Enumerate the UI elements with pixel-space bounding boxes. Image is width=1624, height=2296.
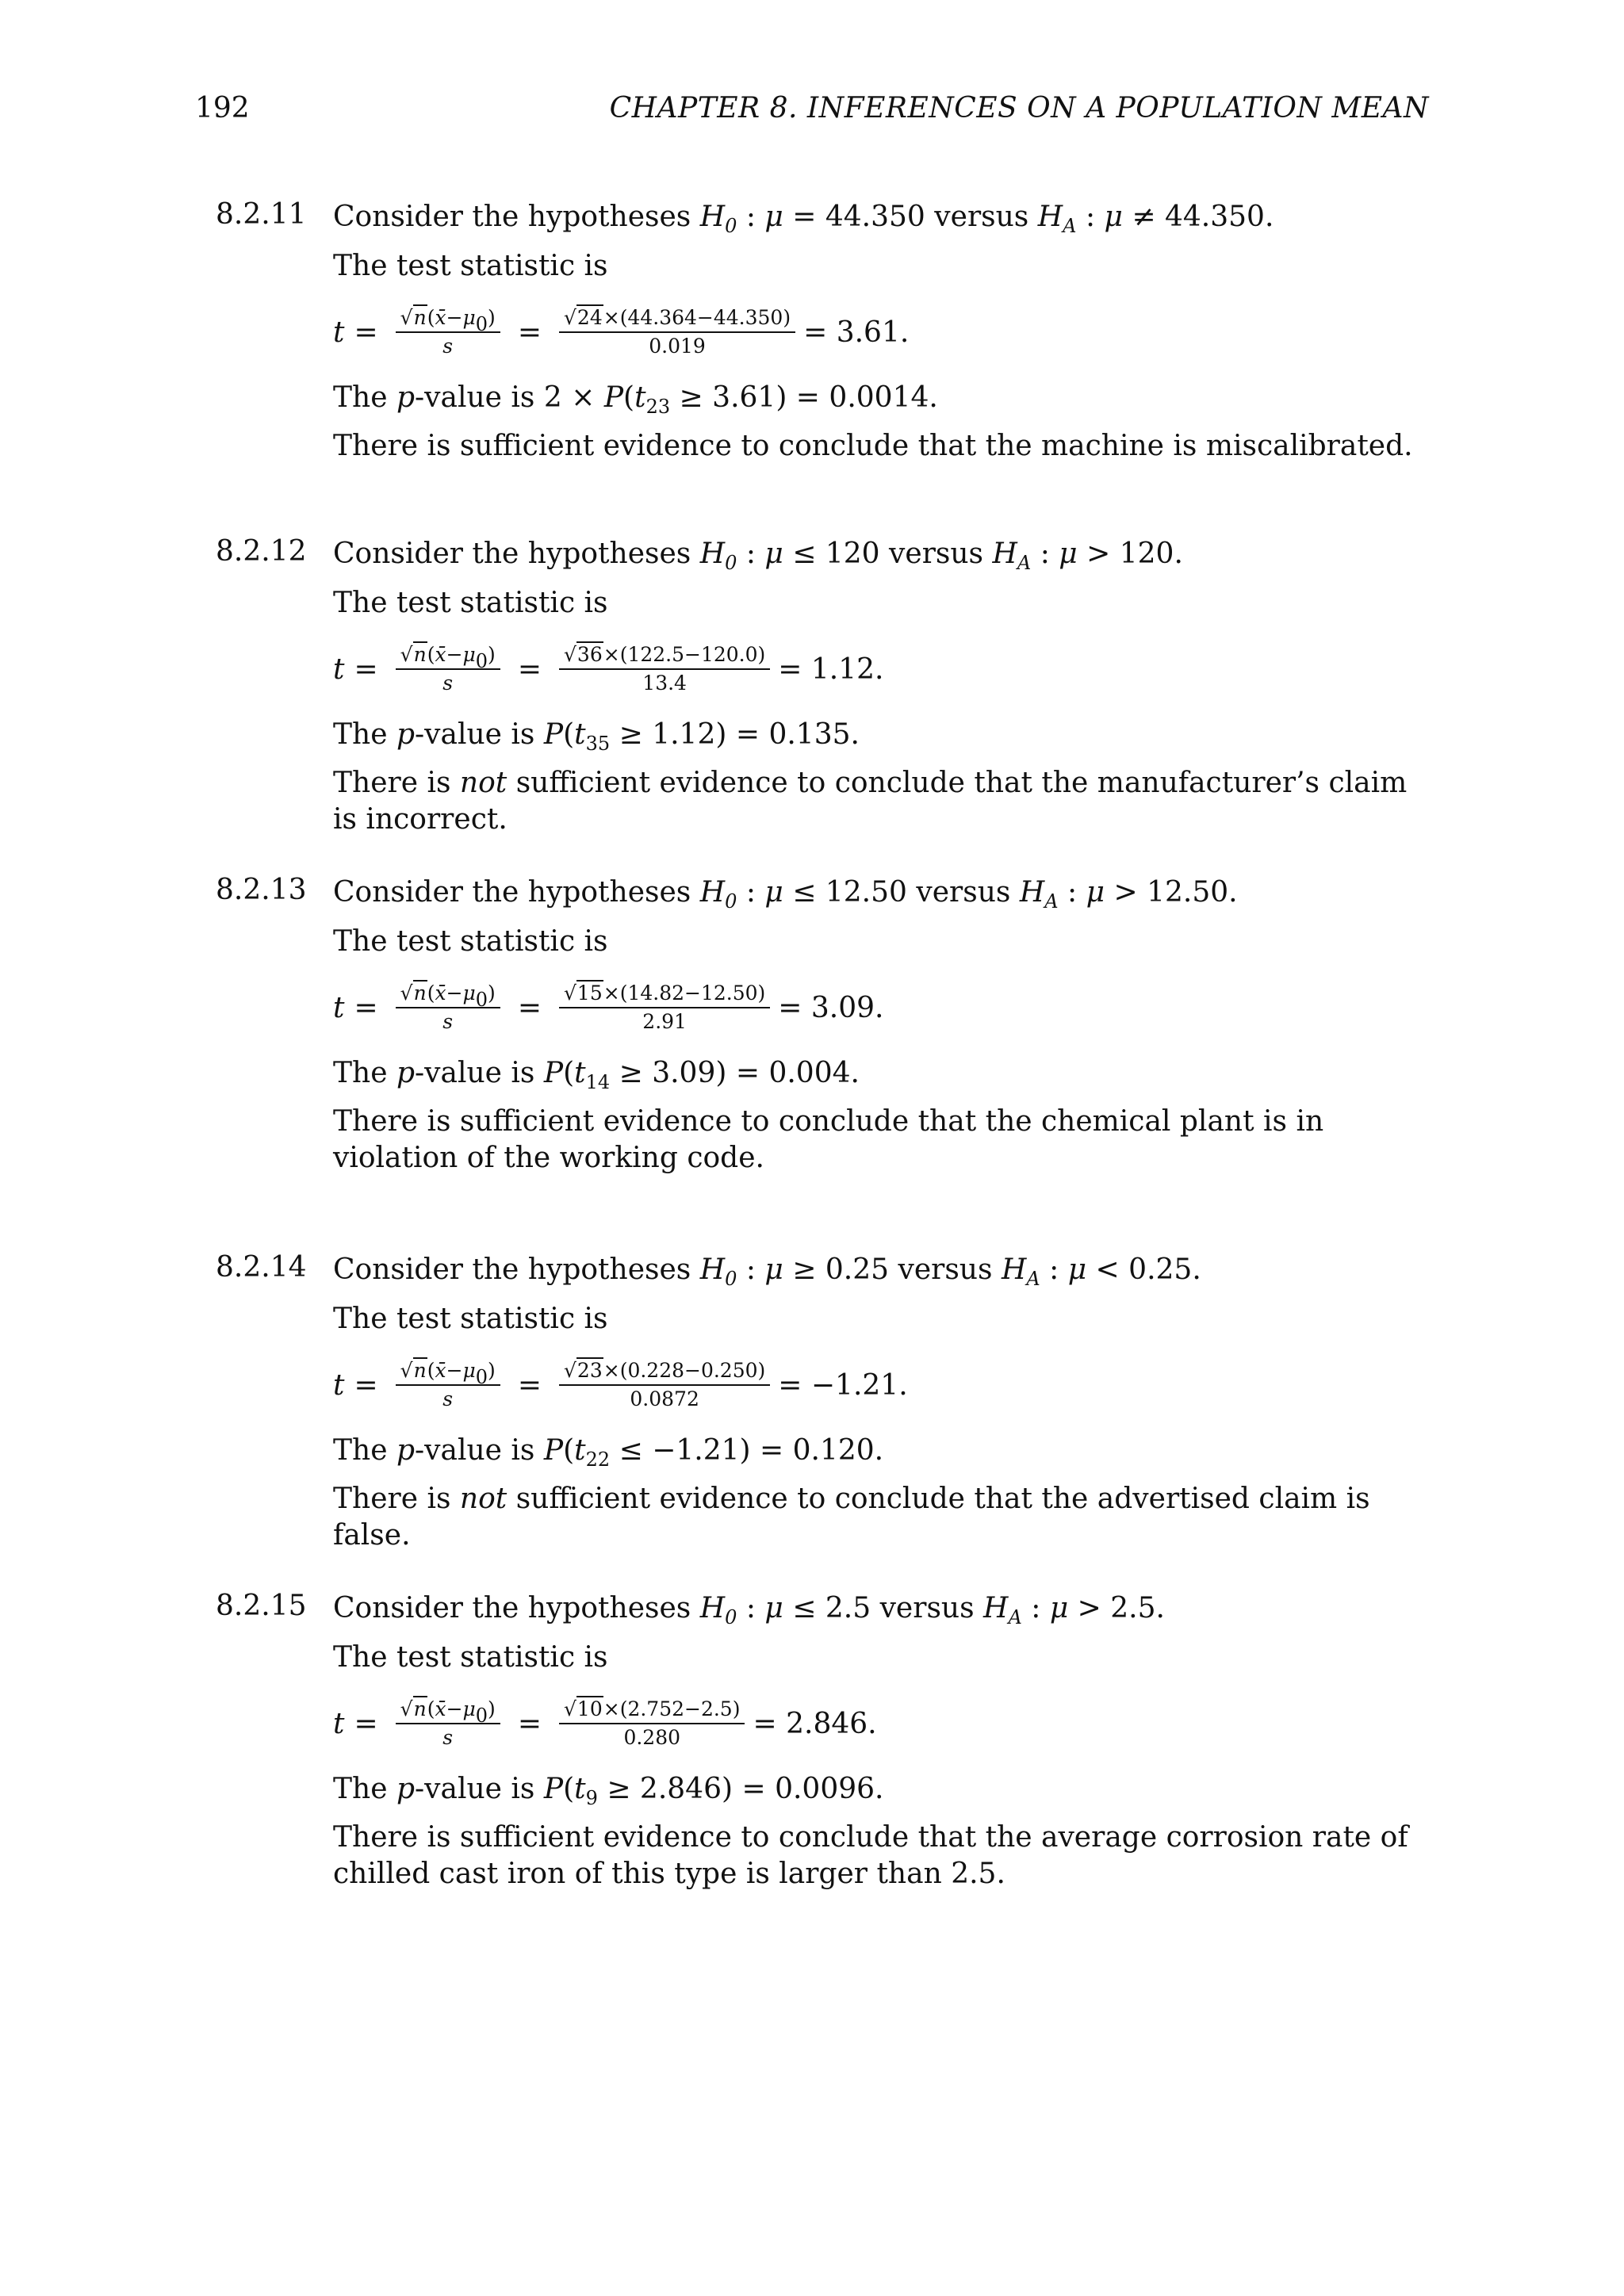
t-statistic-equation: t = $\frac{√n(x̄-\mu_0)}{s}$ = $\frac{√10\times(2.752-2.5)}{0.280}$ = 2.846.: [333, 1697, 877, 1749]
sample-sd: 2.91: [642, 1010, 687, 1033]
problem-number: 8.2.12: [216, 535, 307, 568]
conclusion: There is sufficient evidence to conclude that the machine is miscalibrated.: [333, 430, 1413, 462]
conclusion: There is not sufficient evidence to conclude that the advertised claim is false.: [333, 1483, 1370, 1552]
pvalue-line: The p-value is $P(t_{35} \ge 1.12) = 0.135$.: [333, 718, 860, 755]
t-result: = 2.846.: [753, 1707, 877, 1740]
stat-intro: The test statistic is: [333, 587, 608, 619]
mean-difference: (122.5−120.0): [619, 643, 766, 666]
h0-value: 0.25: [825, 1253, 890, 1286]
pvalue-line: The p-value is $2 \times P(t_{23} \ge 3.61) = 0.0014$.: [333, 381, 938, 418]
hypotheses-line: Consider the hypotheses $H_0$ : μ ≥ 0.25 versus $H_A$ : μ < 0.25.: [333, 1253, 1201, 1290]
mean-difference: (2.752−2.5): [619, 1697, 741, 1720]
conclusion: There is sufficient evidence to conclude that the average corrosion rate of chilled cast iron of this type is larger than 2.5.: [333, 1821, 1408, 1890]
h0-value: 2.5: [825, 1592, 871, 1624]
t-statistic-equation: t = $\frac{√n(x̄-\mu_0)}{s}$ = $\frac{√36\times(122.5-120.0)}{13.4}$ = 1.12.: [333, 643, 884, 695]
ha-value: 0.25.: [1128, 1253, 1201, 1286]
hypotheses-line: Consider the hypotheses $H_0$ : μ ≤ 120 versus $H_A$ : μ > 120.: [333, 538, 1183, 574]
sample-size: 23: [576, 1359, 603, 1382]
stat-intro: The test statistic is: [333, 250, 608, 282]
hypotheses-line: Consider the hypotheses $H_0$ : μ = 44.350 versus $H_A$ : μ ≠ 44.350.: [333, 201, 1274, 237]
mean-difference: (44.364−44.350): [619, 306, 791, 329]
sample-sd: 0.0872: [630, 1387, 699, 1410]
sample-size: 10: [576, 1697, 603, 1720]
pvalue-line: The p-value is $P(t_{22} \le -1.21) = 0.120$.: [333, 1434, 884, 1471]
problem-number: 8.2.11: [216, 198, 307, 231]
stat-intro: The test statistic is: [333, 1641, 608, 1674]
hypotheses-line: Consider the hypotheses $H_0$ : μ ≤ 12.50 versus $H_A$ : μ > 12.50.: [333, 876, 1238, 913]
t-result: = −1.21.: [778, 1368, 908, 1402]
sample-size: 24: [576, 306, 603, 329]
stat-intro: The test statistic is: [333, 1303, 608, 1335]
pvalue-line: The p-value is $P(t_{14} \ge 3.09) = 0.004$.: [333, 1057, 860, 1093]
sample-size: 36: [576, 643, 603, 666]
sample-sd: 0.019: [649, 335, 706, 358]
page-number: 192: [195, 92, 250, 124]
mean-difference: (14.82−12.50): [619, 982, 766, 1004]
ha-value: 12.50.: [1147, 876, 1238, 909]
ha-value: 2.5.: [1110, 1592, 1165, 1624]
ha-value: 44.350: [1164, 201, 1265, 233]
hypotheses-line: Consider the hypotheses $H_0$ : μ ≤ 2.5 versus $H_A$ : μ > 2.5.: [333, 1592, 1165, 1628]
t-result: = 3.61.: [803, 316, 910, 349]
t-result: = 3.09.: [778, 991, 884, 1024]
t-statistic-equation: t = $\frac{√n(x̄-\mu_0)}{s}$ = $\frac{√15\times(14.82-12.50)}{2.91}$ = 3.09.: [333, 982, 884, 1033]
page-header: [0, 92, 1624, 132]
running-head: CHAPTER 8. INFERENCES ON A POPULATION MEAN: [609, 92, 1429, 124]
mean-difference: (0.228−0.250): [619, 1359, 766, 1382]
h0-value: 120: [825, 538, 880, 570]
sample-size: 15: [576, 982, 603, 1004]
stat-intro: The test statistic is: [333, 925, 608, 958]
sample-sd: 0.280: [623, 1726, 681, 1749]
t-statistic-equation: t = $\frac{√n(x̄-\mu_0)}{s}$ = $\frac{√23\times(0.228-0.250)}{0.0872}$ = −1.21.: [333, 1359, 908, 1410]
ha-value: 120.: [1119, 538, 1183, 570]
conclusion: There is sufficient evidence to conclude that the chemical plant is in violation of the working code.: [333, 1105, 1324, 1174]
sample-sd: 13.4: [642, 672, 687, 695]
problem-number: 8.2.13: [216, 874, 307, 906]
conclusion: There is not sufficient evidence to conclude that the manufacturer’s claim is incorrect.: [333, 767, 1408, 836]
pvalue-line: The p-value is $P(t_9 \ge 2.846) = 0.0096$.: [333, 1773, 884, 1809]
problem-number: 8.2.15: [216, 1590, 307, 1622]
problem-number: 8.2.14: [216, 1251, 307, 1284]
t-result: = 1.12.: [778, 652, 884, 686]
h0-value: 44.350: [825, 201, 925, 233]
h0-value: 12.50: [825, 876, 907, 909]
t-statistic-equation: t = $\frac{√n(x̄-\mu_0)}{s}$ = $\frac{√24\times(44.364-44.350)}{0.019}$ = 3.61.: [333, 306, 910, 358]
